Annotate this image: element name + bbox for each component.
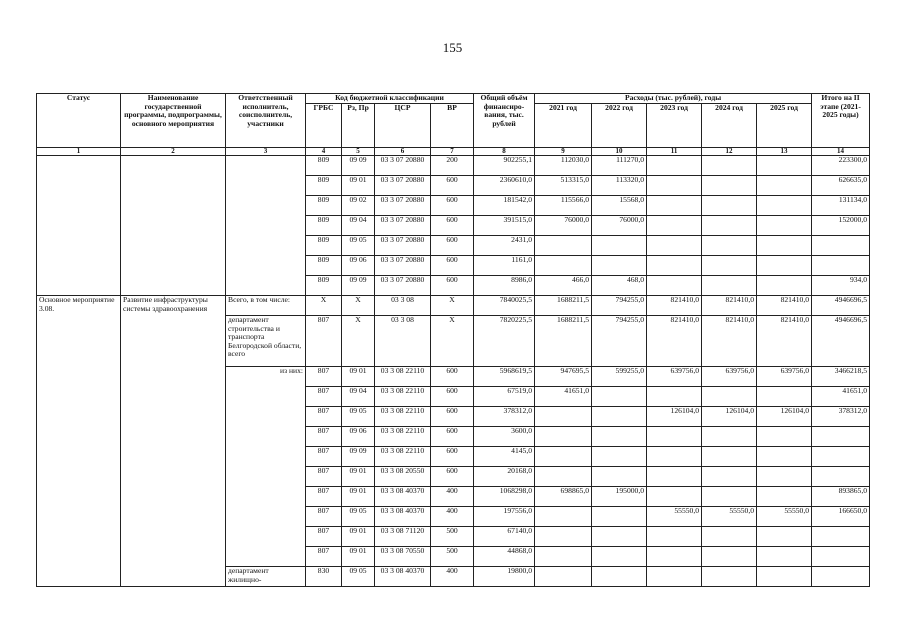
csr-cell: 03 3 08 xyxy=(375,316,431,367)
year-2022-cell xyxy=(592,567,647,587)
rzpr-cell: X xyxy=(342,296,375,316)
rzpr-cell: 09 02 xyxy=(342,196,375,216)
year-2021-cell xyxy=(535,407,592,427)
year-2025-cell: 821410,0 xyxy=(757,296,812,316)
year-2024-cell xyxy=(702,176,757,196)
column-number: 9 xyxy=(535,148,592,156)
year-2023-cell xyxy=(647,527,702,547)
responsible-cell xyxy=(226,156,306,296)
year-2021-cell: 76000,0 xyxy=(535,216,592,236)
year-2023-cell xyxy=(647,236,702,256)
year-2024-cell xyxy=(702,276,757,296)
header-year-2022: 2022 год xyxy=(592,104,647,148)
column-number: 2 xyxy=(121,148,226,156)
year-2022-cell: 76000,0 xyxy=(592,216,647,236)
vr-cell: 600 xyxy=(431,427,474,447)
rzpr-cell: 09 05 xyxy=(342,507,375,527)
csr-cell: 03 3 08 22110 xyxy=(375,387,431,407)
year-2025-cell xyxy=(757,447,812,467)
vr-cell: 600 xyxy=(431,276,474,296)
year-2022-cell xyxy=(592,256,647,276)
year-2024-cell: 55550,0 xyxy=(702,507,757,527)
year-2023-cell xyxy=(647,387,702,407)
vr-cell: 400 xyxy=(431,487,474,507)
csr-cell: 03 3 08 40370 xyxy=(375,567,431,587)
column-number: 7 xyxy=(431,148,474,156)
csr-cell: 03 3 07 20880 xyxy=(375,216,431,236)
grbs-cell: 809 xyxy=(306,216,342,236)
total-cell: 1161,0 xyxy=(474,256,535,276)
csr-cell: 03 3 08 22110 xyxy=(375,407,431,427)
header-kbk: Код бюджетной классификации xyxy=(306,94,474,104)
rzpr-cell: 09 09 xyxy=(342,447,375,467)
vr-cell: 500 xyxy=(431,527,474,547)
year-2022-cell xyxy=(592,527,647,547)
year-2021-cell: 1688211,5 xyxy=(535,316,592,367)
total-cell: 67519,0 xyxy=(474,387,535,407)
year-2025-cell xyxy=(757,256,812,276)
grbs-cell: 809 xyxy=(306,176,342,196)
year-2025-cell xyxy=(757,527,812,547)
stage-total-cell: 131134,0 xyxy=(812,196,870,216)
year-2022-cell: 15568,0 xyxy=(592,196,647,216)
year-2024-cell: 821410,0 xyxy=(702,316,757,367)
total-cell: 902255,1 xyxy=(474,156,535,176)
rzpr-cell: 09 01 xyxy=(342,467,375,487)
grbs-cell: 807 xyxy=(306,407,342,427)
year-2024-cell xyxy=(702,256,757,276)
total-cell: 19800,0 xyxy=(474,567,535,587)
rzpr-cell: 09 09 xyxy=(342,156,375,176)
vr-cell: 400 xyxy=(431,567,474,587)
year-2025-cell xyxy=(757,216,812,236)
grbs-cell: 807 xyxy=(306,447,342,467)
stage-total-cell: 378312,0 xyxy=(812,407,870,427)
column-number: 4 xyxy=(306,148,342,156)
year-2021-cell xyxy=(535,236,592,256)
grbs-cell: 809 xyxy=(306,256,342,276)
page-number: 155 xyxy=(442,40,463,55)
total-cell: 5968619,5 xyxy=(474,367,535,387)
header-rzpr: Рз, Пр xyxy=(342,104,375,148)
year-2022-cell xyxy=(592,447,647,467)
grbs-cell: 807 xyxy=(306,387,342,407)
year-2022-cell xyxy=(592,547,647,567)
total-cell: 3600,0 xyxy=(474,427,535,447)
rzpr-cell: 09 01 xyxy=(342,527,375,547)
year-2022-cell: 468,0 xyxy=(592,276,647,296)
stage-total-cell xyxy=(812,236,870,256)
year-2025-cell xyxy=(757,487,812,507)
year-2024-cell xyxy=(702,216,757,236)
year-2021-cell: 513315,0 xyxy=(535,176,592,196)
budget-table xyxy=(36,93,870,587)
csr-cell: 03 3 08 40370 xyxy=(375,487,431,507)
table-body xyxy=(37,156,870,587)
year-2022-cell xyxy=(592,387,647,407)
header-year-2023: 2023 год xyxy=(647,104,702,148)
year-2023-cell: 821410,0 xyxy=(647,316,702,367)
vr-cell: 600 xyxy=(431,236,474,256)
year-2021-cell: 466,0 xyxy=(535,276,592,296)
year-2025-cell xyxy=(757,196,812,216)
year-2024-cell xyxy=(702,527,757,547)
rzpr-cell: 09 05 xyxy=(342,407,375,427)
year-2023-cell xyxy=(647,256,702,276)
year-2023-cell xyxy=(647,447,702,467)
header-expenses: Расходы (тыс. рублей), годы xyxy=(535,94,812,104)
year-2022-cell xyxy=(592,236,647,256)
csr-cell: 03 3 07 20880 xyxy=(375,256,431,276)
year-2024-cell xyxy=(702,387,757,407)
year-2021-cell: 41651,0 xyxy=(535,387,592,407)
year-2025-cell: 55550,0 xyxy=(757,507,812,527)
column-number: 6 xyxy=(375,148,431,156)
total-cell: 197556,0 xyxy=(474,507,535,527)
grbs-cell: 809 xyxy=(306,236,342,256)
csr-cell: 03 3 08 40370 xyxy=(375,507,431,527)
event-name: Развитие инфраструктуры системы здравоохранения xyxy=(121,296,226,587)
csr-cell: 03 3 08 22110 xyxy=(375,447,431,467)
total-cell: 391515,0 xyxy=(474,216,535,236)
year-2021-cell xyxy=(535,256,592,276)
stage-total-cell: 41651,0 xyxy=(812,387,870,407)
csr-cell: 03 3 07 20880 xyxy=(375,276,431,296)
stage-total-cell xyxy=(812,527,870,547)
year-2025-cell xyxy=(757,156,812,176)
year-2025-cell xyxy=(757,567,812,587)
header-year-2025: 2025 год xyxy=(757,104,812,148)
stage-total-cell: 4946696,5 xyxy=(812,296,870,316)
year-2025-cell: 639756,0 xyxy=(757,367,812,387)
total-cell: 67140,0 xyxy=(474,527,535,547)
total-cell: 8986,0 xyxy=(474,276,535,296)
rzpr-cell: 09 06 xyxy=(342,256,375,276)
year-2025-cell: 126104,0 xyxy=(757,407,812,427)
year-2022-cell xyxy=(592,467,647,487)
year-2024-cell xyxy=(702,156,757,176)
stage-total-cell xyxy=(812,567,870,587)
grbs-cell: 807 xyxy=(306,467,342,487)
year-2024-cell xyxy=(702,196,757,216)
year-2024-cell xyxy=(702,447,757,467)
total-cell: 7840025,5 xyxy=(474,296,535,316)
column-number: 13 xyxy=(757,148,812,156)
vr-cell: 400 xyxy=(431,507,474,527)
csr-cell: 03 3 08 70550 xyxy=(375,547,431,567)
rzpr-cell: 09 01 xyxy=(342,547,375,567)
header-grbs: ГРБС xyxy=(306,104,342,148)
grbs-cell: 809 xyxy=(306,196,342,216)
total-cell: 20168,0 xyxy=(474,467,535,487)
rzpr-cell: 09 04 xyxy=(342,387,375,407)
header-year-2021: 2021 год xyxy=(535,104,592,148)
stage-total-cell: 223300,0 xyxy=(812,156,870,176)
csr-cell: 03 3 08 71120 xyxy=(375,527,431,547)
year-2021-cell xyxy=(535,427,592,447)
total-cell: 181542,0 xyxy=(474,196,535,216)
grbs-cell: 809 xyxy=(306,156,342,176)
year-2025-cell xyxy=(757,467,812,487)
year-2021-cell xyxy=(535,447,592,467)
year-2021-cell xyxy=(535,507,592,527)
year-2022-cell: 599255,0 xyxy=(592,367,647,387)
year-2025-cell xyxy=(757,387,812,407)
column-number: 3 xyxy=(226,148,306,156)
csr-cell: 03 3 08 22110 xyxy=(375,427,431,447)
year-2021-cell xyxy=(535,567,592,587)
year-2023-cell: 126104,0 xyxy=(647,407,702,427)
rzpr-cell: 09 05 xyxy=(342,567,375,587)
year-2021-cell xyxy=(535,467,592,487)
year-2023-cell: 55550,0 xyxy=(647,507,702,527)
year-2022-cell: 111270,0 xyxy=(592,156,647,176)
vr-cell: X xyxy=(431,316,474,367)
grbs-cell: 809 xyxy=(306,276,342,296)
column-number: 12 xyxy=(702,148,757,156)
vr-cell: X xyxy=(431,296,474,316)
year-2023-cell xyxy=(647,156,702,176)
stage-total-cell: 166650,0 xyxy=(812,507,870,527)
rzpr-cell: 09 01 xyxy=(342,176,375,196)
year-2022-cell xyxy=(592,427,647,447)
year-2021-cell xyxy=(535,527,592,547)
year-2023-cell xyxy=(647,567,702,587)
column-numbers-row xyxy=(37,148,870,156)
header-total: Общий объём финансиро-вания, тыс. рублей xyxy=(474,94,535,148)
header-status: Статус xyxy=(37,94,121,148)
rzpr-cell: 09 01 xyxy=(342,367,375,387)
year-2024-cell xyxy=(702,236,757,256)
header-csr: ЦСР xyxy=(375,104,431,148)
csr-cell: 03 3 07 20880 xyxy=(375,176,431,196)
year-2021-cell: 947695,5 xyxy=(535,367,592,387)
year-2024-cell xyxy=(702,427,757,447)
responsible-cell: Всего, в том числе: xyxy=(226,296,306,316)
year-2021-cell: 698865,0 xyxy=(535,487,592,507)
year-2024-cell xyxy=(702,567,757,587)
vr-cell: 600 xyxy=(431,467,474,487)
csr-cell: 03 3 08 20550 xyxy=(375,467,431,487)
table-row xyxy=(37,156,870,176)
header-vr: ВР xyxy=(431,104,474,148)
year-2021-cell: 112030,0 xyxy=(535,156,592,176)
total-cell: 378312,0 xyxy=(474,407,535,427)
year-2023-cell xyxy=(647,196,702,216)
year-2023-cell: 821410,0 xyxy=(647,296,702,316)
total-cell: 1068298,0 xyxy=(474,487,535,507)
vr-cell: 600 xyxy=(431,176,474,196)
rzpr-cell: 09 01 xyxy=(342,487,375,507)
vr-cell: 600 xyxy=(431,256,474,276)
stage-total-cell: 3466218,5 xyxy=(812,367,870,387)
stage-total-cell: 626635,0 xyxy=(812,176,870,196)
grbs-cell: 807 xyxy=(306,547,342,567)
year-2024-cell: 126104,0 xyxy=(702,407,757,427)
column-number: 10 xyxy=(592,148,647,156)
year-2025-cell xyxy=(757,547,812,567)
year-2024-cell xyxy=(702,487,757,507)
grbs-cell: X xyxy=(306,296,342,316)
year-2022-cell xyxy=(592,407,647,427)
csr-cell: 03 3 08 22110 xyxy=(375,367,431,387)
vr-cell: 500 xyxy=(431,547,474,567)
year-2023-cell xyxy=(647,467,702,487)
grbs-cell: 807 xyxy=(306,427,342,447)
stage-total-cell xyxy=(812,467,870,487)
csr-cell: 03 3 07 20880 xyxy=(375,236,431,256)
year-2022-cell: 113320,0 xyxy=(592,176,647,196)
column-number: 5 xyxy=(342,148,375,156)
csr-cell: 03 3 07 20880 xyxy=(375,196,431,216)
stage-total-cell: 934,0 xyxy=(812,276,870,296)
stage-total-cell xyxy=(812,547,870,567)
stage-total-cell: 4946696,5 xyxy=(812,316,870,367)
header-year-2024: 2024 год xyxy=(702,104,757,148)
year-2021-cell: 115566,0 xyxy=(535,196,592,216)
year-2023-cell xyxy=(647,276,702,296)
vr-cell: 600 xyxy=(431,216,474,236)
rzpr-cell: 09 06 xyxy=(342,427,375,447)
vr-cell: 600 xyxy=(431,367,474,387)
vr-cell: 600 xyxy=(431,387,474,407)
stage-total-cell xyxy=(812,427,870,447)
header-responsible: Ответственный исполнитель, соисполнитель, участники xyxy=(226,94,306,148)
year-2025-cell xyxy=(757,176,812,196)
responsible-cell: из них: xyxy=(226,367,306,567)
header-name: Наименование государственной программы, подпрограммы, основного мероприятия xyxy=(121,94,226,148)
total-cell: 4145,0 xyxy=(474,447,535,467)
rzpr-cell: 09 04 xyxy=(342,216,375,236)
column-number: 1 xyxy=(37,148,121,156)
event-status: Основное мероприятие 3.08. xyxy=(37,296,121,587)
year-2022-cell: 195000,0 xyxy=(592,487,647,507)
year-2024-cell: 821410,0 xyxy=(702,296,757,316)
vr-cell: 600 xyxy=(431,196,474,216)
total-cell: 2360610,0 xyxy=(474,176,535,196)
total-cell: 2431,0 xyxy=(474,236,535,256)
grbs-cell: 830 xyxy=(306,567,342,587)
year-2025-cell xyxy=(757,276,812,296)
stage-total-cell xyxy=(812,256,870,276)
column-number: 11 xyxy=(647,148,702,156)
status-cell xyxy=(37,156,121,296)
year-2024-cell: 639756,0 xyxy=(702,367,757,387)
stage-total-cell xyxy=(812,447,870,467)
rzpr-cell: X xyxy=(342,316,375,367)
grbs-cell: 807 xyxy=(306,507,342,527)
responsible-cell: департамент строительства и транспорта Белгородской области, всего xyxy=(226,316,306,367)
column-number: 14 xyxy=(812,148,870,156)
year-2025-cell xyxy=(757,427,812,447)
year-2024-cell xyxy=(702,547,757,567)
year-2021-cell xyxy=(535,547,592,567)
stage-total-cell: 893865,0 xyxy=(812,487,870,507)
vr-cell: 600 xyxy=(431,407,474,427)
csr-cell: 03 3 07 20880 xyxy=(375,156,431,176)
year-2023-cell: 639756,0 xyxy=(647,367,702,387)
vr-cell: 600 xyxy=(431,447,474,467)
rzpr-cell: 09 09 xyxy=(342,276,375,296)
table-row xyxy=(37,296,870,316)
stage-total-cell: 152000,0 xyxy=(812,216,870,236)
year-2023-cell xyxy=(647,547,702,567)
header-stage-total: Итого на II этапе (2021-2025 годы) xyxy=(812,94,870,148)
vr-cell: 200 xyxy=(431,156,474,176)
total-cell: 7820225,5 xyxy=(474,316,535,367)
year-2024-cell xyxy=(702,467,757,487)
year-2021-cell: 1688211,5 xyxy=(535,296,592,316)
year-2023-cell xyxy=(647,427,702,447)
responsible-cell: департамент жилищно- xyxy=(226,567,306,587)
year-2022-cell: 794255,0 xyxy=(592,296,647,316)
grbs-cell: 807 xyxy=(306,316,342,367)
grbs-cell: 807 xyxy=(306,487,342,507)
name-cell xyxy=(121,156,226,296)
year-2025-cell xyxy=(757,236,812,256)
year-2022-cell xyxy=(592,507,647,527)
year-2023-cell xyxy=(647,216,702,236)
year-2023-cell xyxy=(647,487,702,507)
grbs-cell: 807 xyxy=(306,367,342,387)
year-2022-cell: 794255,0 xyxy=(592,316,647,367)
year-2023-cell xyxy=(647,176,702,196)
csr-cell: 03 3 08 xyxy=(375,296,431,316)
year-2025-cell: 821410,0 xyxy=(757,316,812,367)
rzpr-cell: 09 05 xyxy=(342,236,375,256)
total-cell: 44868,0 xyxy=(474,547,535,567)
column-number: 8 xyxy=(474,148,535,156)
grbs-cell: 807 xyxy=(306,527,342,547)
